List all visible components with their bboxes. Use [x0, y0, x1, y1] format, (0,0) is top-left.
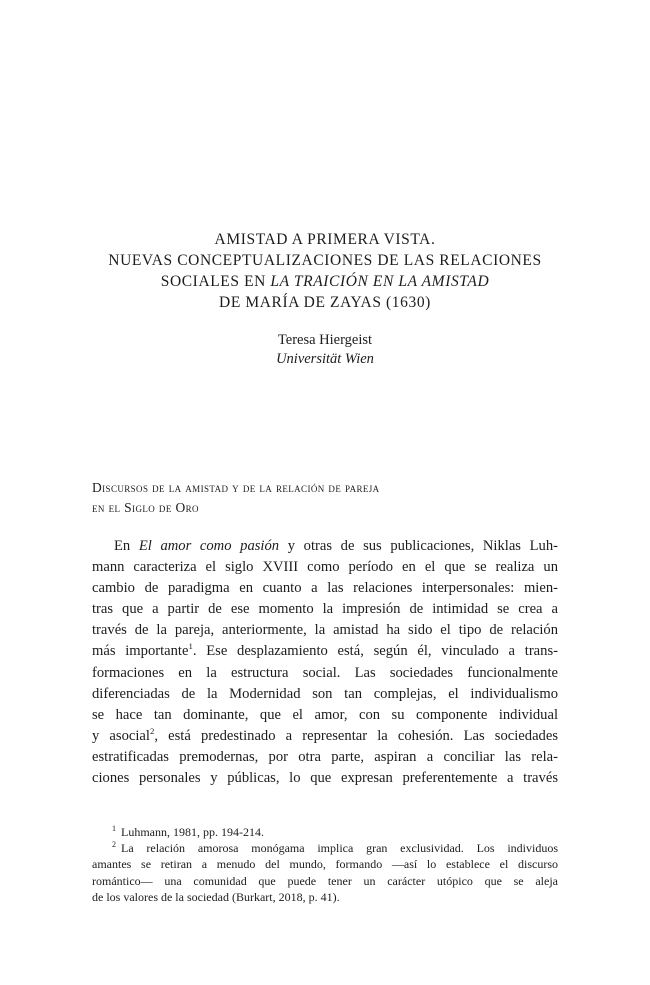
title-line-3 [0, 271, 650, 292]
work-title-italic: LA TRAICIÓN EN LA AMISTAD [270, 273, 490, 290]
paragraph-text: En [114, 538, 139, 554]
paragraph-line [92, 726, 558, 747]
paragraph-line: estratificadas premodernas, por otra parte, aspiran a conciliar las rela- [92, 748, 558, 765]
title-line-4: DE MARÍA DE ZAYAS (1630) [219, 294, 431, 311]
article-title [0, 229, 650, 313]
paragraph-text: , está predestinado a representar la cohesión. Las sociedades [154, 727, 558, 744]
footnote-line: amantes se retiran a menudo del mundo, formando —así lo establece el discurso [92, 857, 558, 872]
author-name: Teresa Hiergeist [277, 332, 373, 348]
book-title-italic: El amor como pasión [138, 538, 280, 554]
footnote-1 [92, 824, 558, 840]
paragraph-line: mann caracteriza el siglo XVIII como período en el que se realiza un [92, 559, 558, 576]
footnote-line: romántico— una comunidad que puede tener un carácter utópico que se aleja [92, 873, 558, 888]
paragraph-line: diferenciadas de la Modernidad son tan complejas, el individualismo [92, 685, 558, 702]
title-line-1: AMISTAD A PRIMERA VISTA. [214, 231, 436, 248]
footnote-text: La relación amorosa monógama implica gran exclusividad. Los individuos [121, 841, 558, 856]
footnote-mark-2: 2 [112, 840, 116, 850]
section-heading [92, 478, 562, 518]
section-heading-line-2: en el Siglo de Oro [92, 500, 199, 515]
author-affiliation: Universität Wien [276, 351, 374, 367]
paragraph-line [92, 536, 558, 557]
section-heading-line-1: Discursos de la amistad y de la relación de pareja [92, 480, 380, 495]
footnote-2 [92, 840, 558, 856]
footnote-ref-2[interactable]: 2 [149, 725, 155, 736]
footnotes [92, 824, 558, 905]
paragraph-text: y otras de sus publicaciones, Niklas Luh- [279, 538, 558, 554]
paragraph-line [92, 641, 558, 662]
footnote-mark-1: 1 [112, 824, 116, 833]
paragraph-text: . Ese desplazamiento está, según él, vinculado a trans- [192, 643, 558, 660]
paragraph-text: más importante [92, 643, 189, 660]
title-line-2: NUEVAS CONCEPTUALIZACIONES DE LAS RELACIONES [108, 252, 542, 269]
paragraph-line: formaciones en la estructura social. Las sociedades funcionalmente [92, 664, 558, 681]
paragraph-line: través de la pareja, anteriormente, la amistad ha sido el tipo de relación [92, 622, 558, 639]
author-block [0, 331, 650, 369]
footnote-line: de los valores de la sociedad (Burkart, 2018, p. 41). [92, 889, 340, 904]
paragraph-text: y asocial [92, 727, 150, 744]
paragraph-line: se hace tan dominante, que el amor, con su componente individual [92, 706, 558, 723]
paragraph-line: tras que a partir de ese momento la impresión de intimidad se crea a [92, 601, 558, 618]
paragraph-line: cambio de paradigma en cuanto a las relaciones interpersonales: mien- [92, 580, 558, 597]
footnote-text: Luhmann, 1981, pp. 194-214. [121, 825, 264, 839]
body-paragraph [92, 536, 558, 789]
title-line-3-text: SOCIALES EN [160, 273, 271, 290]
paragraph-line: ciones personales y públicas, lo que expresan preferentemente a través [92, 770, 558, 787]
footnote-ref-1[interactable]: 1 [188, 641, 193, 652]
